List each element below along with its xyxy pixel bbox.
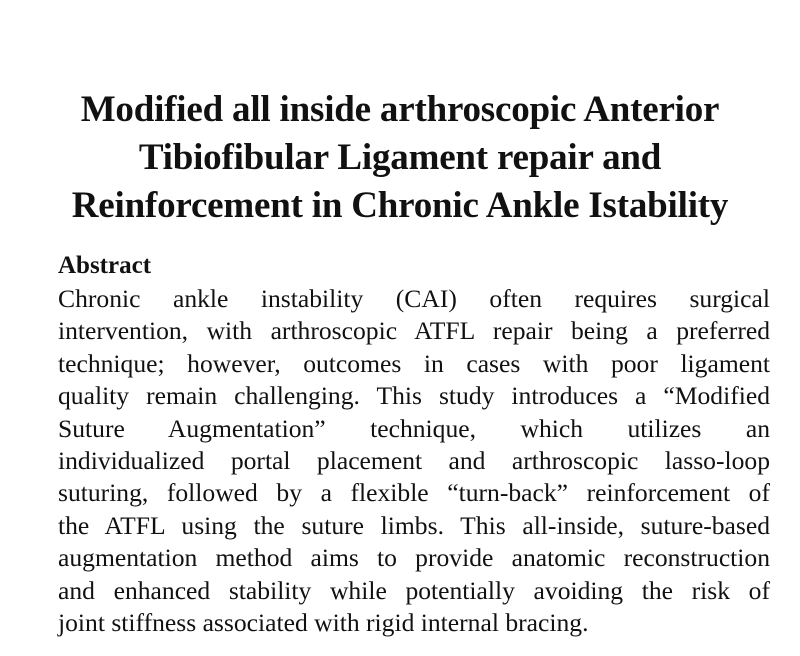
abstract-line: suturing, followed by a flexible “turn-back” reinforcement of [58, 478, 770, 508]
abstract-line: Suture Augmentation” technique, which utilizes an [58, 413, 770, 443]
abstract-line: Chronic ankle instability (CAI) often requires surgical [58, 284, 770, 313]
title-line: Modified all inside arthroscopic Anterior [80, 89, 720, 130]
abstract-line: quality remain challenging. This study introduces a “Modified [58, 381, 770, 411]
abstract-line: augmentation method aims to provide anatomic reconstruction [58, 543, 770, 573]
abstract-line: intervention, with arthroscopic ATFL repair being a preferred [58, 316, 770, 346]
title-line: Tibiofibular Ligament repair and [138, 137, 662, 178]
title-line: Reinforcement in Chronic Ankle Istability [71, 185, 729, 226]
abstract-body [58, 283, 770, 639]
paper-title [30, 86, 770, 230]
abstract-line: and enhanced stability while potentially avoiding the risk of [58, 575, 770, 605]
abstract-line: individualized portal placement and arthroscopic lasso-loop [58, 446, 770, 476]
abstract-heading: Abstract [58, 252, 152, 279]
abstract-line: technique; however, outcomes in cases with poor ligament [58, 348, 770, 378]
abstract-line: joint stiffness associated with rigid internal bracing. [58, 608, 589, 638]
abstract-line: the ATFL using the suture limbs. This all-inside, suture-based [58, 510, 770, 540]
